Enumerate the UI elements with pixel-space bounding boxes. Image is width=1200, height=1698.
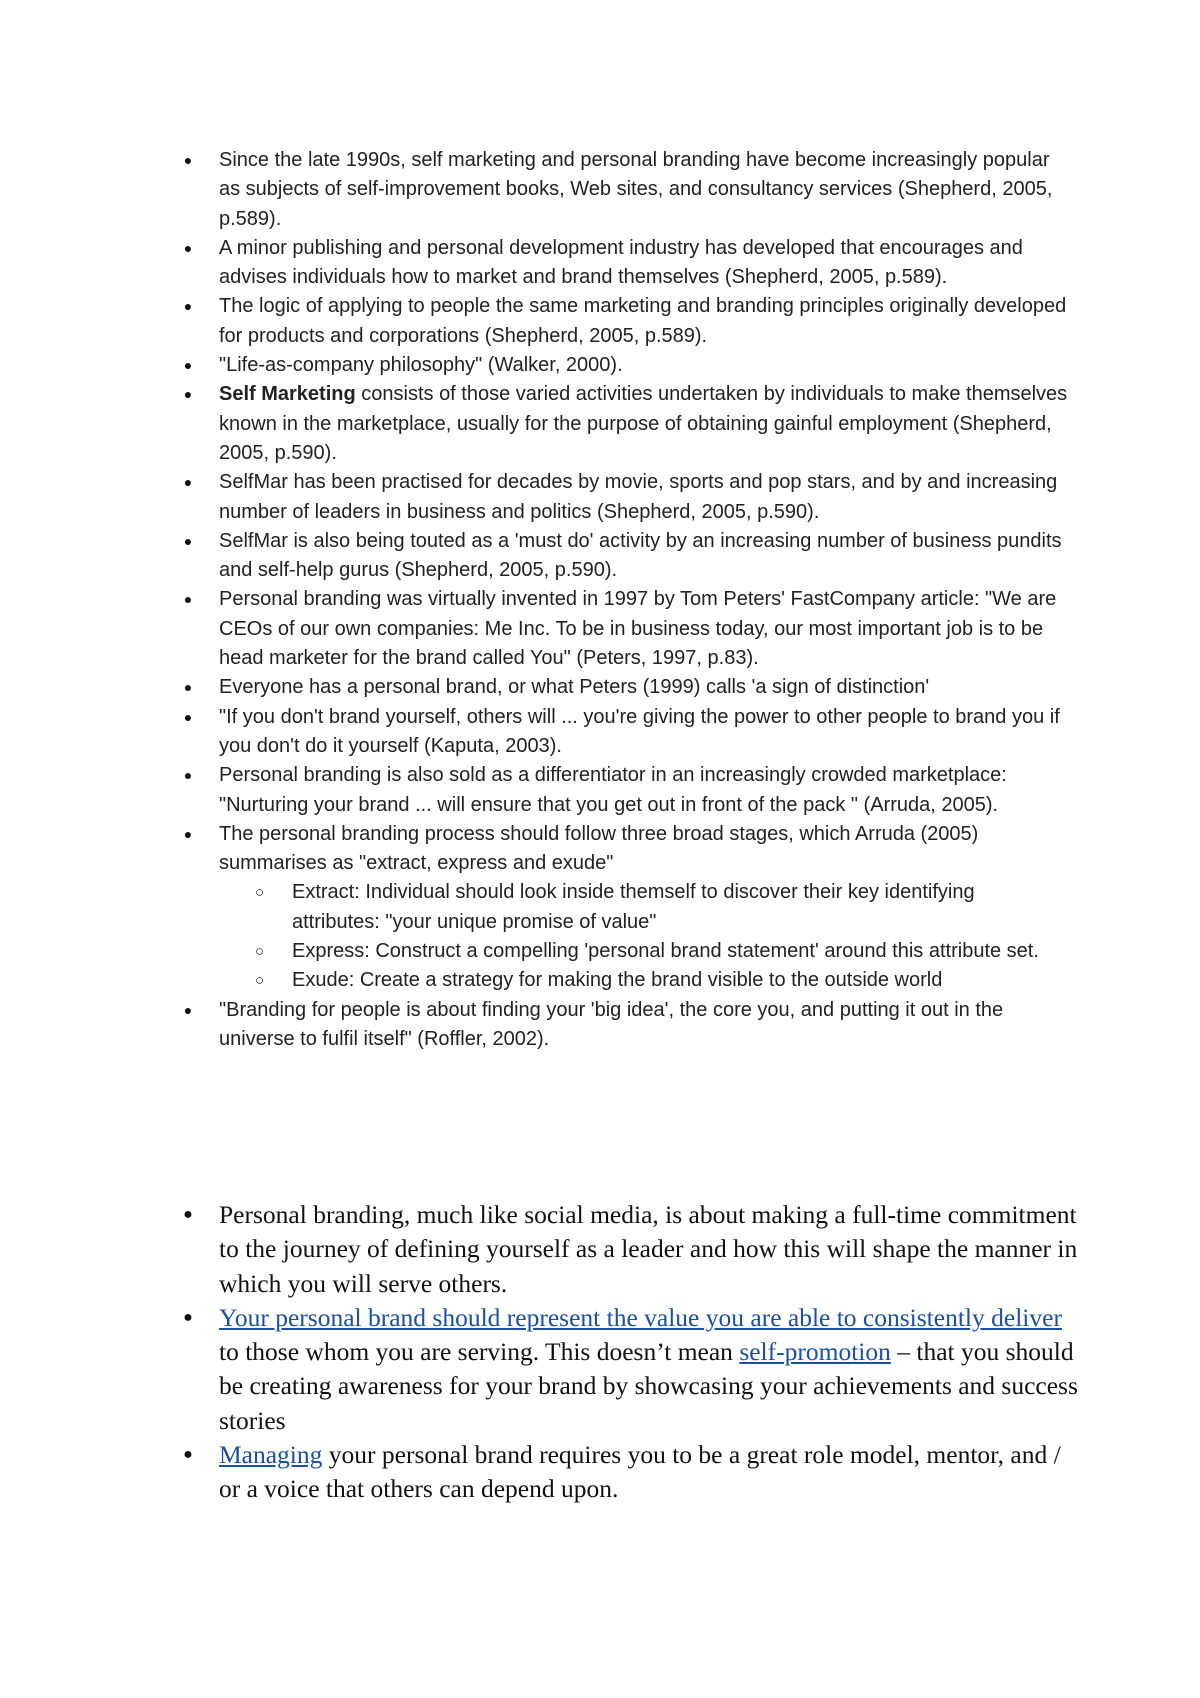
item-text: Personal branding was virtually invented in 1997 by Tom Peters' FastCompany article: "We are CEOs of our own companies: Me Inc. To be in business today, our most important job is to be head marketer for the brand called You" (Peters, 1997, p.83).	[219, 588, 1057, 670]
item-text: SelfMar has been practised for decades by movie, sports and pop stars, and by and increasing number of leaders in business and politics (Shepherd, 2005, p.590).	[219, 471, 1058, 523]
list-item	[0, 1301, 1079, 1438]
value-link[interactable]: Your personal brand should represent the value you are able to consistently deliver	[219, 1302, 1062, 1332]
item-text: The logic of applying to people the same marketing and branding principles originally developed for products and corporations (Shepherd, 2005, p.589).	[219, 295, 1067, 347]
stages-sublist	[219, 878, 1069, 995]
item-text: Since the late 1990s, self marketing and personal branding have become increasingly popular as subjects of self-improvement books, Web sites, and consultancy services (Shepherd, 2005, p.589).	[219, 149, 1053, 230]
list-item	[0, 292, 1069, 351]
stage-text: Extract: Individual should look inside themself to discover their key identifying attributes: "your unique promise of value"	[292, 881, 975, 933]
bullet-icon: ●	[183, 1206, 193, 1223]
list-item	[0, 761, 1069, 820]
sub-list-item	[219, 966, 1066, 995]
item-text: "Life-as-company philosophy" (Walker, 2000).	[219, 354, 623, 377]
list-item	[0, 585, 1069, 673]
list-item	[0, 234, 1069, 293]
bullet-icon: ●	[183, 298, 193, 315]
summary-text: to those whom you are serving. This doesn’t mean	[219, 1337, 740, 1367]
item-text: consists of those varied activities undertaken by individuals to make themselves known in the marketplace, usually for the purpose of obtaining gainful employment (Shepherd, 2005, p.590).	[219, 383, 1068, 464]
summary-text: Personal branding, much like social media, is about making a full-time commitment to the journey of defining yourself as a leader and how this will shape the manner in which you will serve others.	[219, 1200, 1078, 1298]
list-item	[0, 146, 1069, 234]
list-item	[0, 1198, 1079, 1301]
bullet-icon: ●	[183, 591, 193, 608]
summary-list	[0, 1198, 1200, 1507]
summary-text: your personal brand requires you to be a great role model, mentor, and / or a voice that others can depend upon.	[219, 1440, 1061, 1504]
stage-text: Exude: Create a strategy for making the brand visible to the outside world	[292, 969, 943, 992]
bullet-icon: ●	[183, 767, 193, 784]
bullet-icon: ●	[183, 152, 193, 168]
stage-text: Express: Construct a compelling 'personal brand statement' around this attribute set.	[292, 940, 1039, 963]
list-item	[0, 996, 1069, 1055]
bullet-icon: ●	[183, 357, 193, 374]
list-item	[0, 820, 1069, 996]
term-self-marketing: Self Marketing	[219, 383, 356, 406]
bullet-icon: ●	[183, 708, 193, 725]
item-text: Everyone has a personal brand, or what Peters (1999) calls 'a sign of distinction'	[219, 676, 930, 699]
circle-bullet-icon: ○	[255, 884, 265, 902]
list-item	[0, 351, 1069, 380]
sub-list-item	[219, 878, 1066, 937]
sub-list-item	[219, 937, 1066, 966]
list-item	[0, 1438, 1079, 1507]
circle-bullet-icon: ○	[255, 972, 265, 990]
list-item	[0, 380, 1069, 468]
bullet-icon: ●	[183, 679, 193, 696]
list-item	[0, 703, 1069, 762]
bullet-icon: ●	[183, 239, 193, 256]
item-text: "If you don't brand yourself, others will ... you're giving the power to other people to brand you if you don't do it yourself (Kaputa, 2003).	[219, 705, 1060, 757]
bullet-icon: ●	[183, 1001, 193, 1018]
notes-list	[0, 146, 1200, 1054]
self-promotion-link[interactable]: self-promotion	[739, 1337, 891, 1367]
item-text: "Branding for people is about finding your 'big idea', the core you, and putting it out in the universe to fulfil itself" (Roffler, 2002).	[219, 998, 1004, 1050]
bullet-icon: ●	[183, 532, 193, 549]
summary-text: – that you should be creating awareness for your brand by showcasing your achievements and success stories	[219, 1337, 1078, 1435]
list-item	[0, 468, 1069, 527]
bullet-icon: ●	[183, 825, 193, 842]
item-text: SelfMar is also being touted as a 'must do' activity by an increasing number of business pundits and self-help gurus (Shepherd, 2005, p.590).	[219, 529, 1062, 582]
bullet-icon: ●	[183, 1308, 193, 1326]
managing-link[interactable]: Managing	[219, 1440, 323, 1470]
list-item	[0, 527, 1069, 586]
bullet-icon: ●	[183, 1446, 193, 1464]
item-text: Personal branding is also sold as a differentiator in an increasingly crowded marketplace: "Nurturing your brand ... will ensure that you get out in front of the pack " (Arruda, 2005).	[219, 764, 1007, 816]
circle-bullet-icon: ○	[255, 943, 265, 961]
bullet-icon: ●	[183, 386, 193, 403]
list-item	[0, 673, 1069, 702]
item-text: The personal branding process should follow three broad stages, which Arruda (2005) summarises as "extract, express and exude"	[219, 822, 979, 875]
item-text: A minor publishing and personal development industry has developed that encourages and advises individuals how to market and brand themselves (Shepherd, 2005, p.589).	[219, 236, 1023, 289]
bullet-icon: ●	[183, 474, 193, 491]
